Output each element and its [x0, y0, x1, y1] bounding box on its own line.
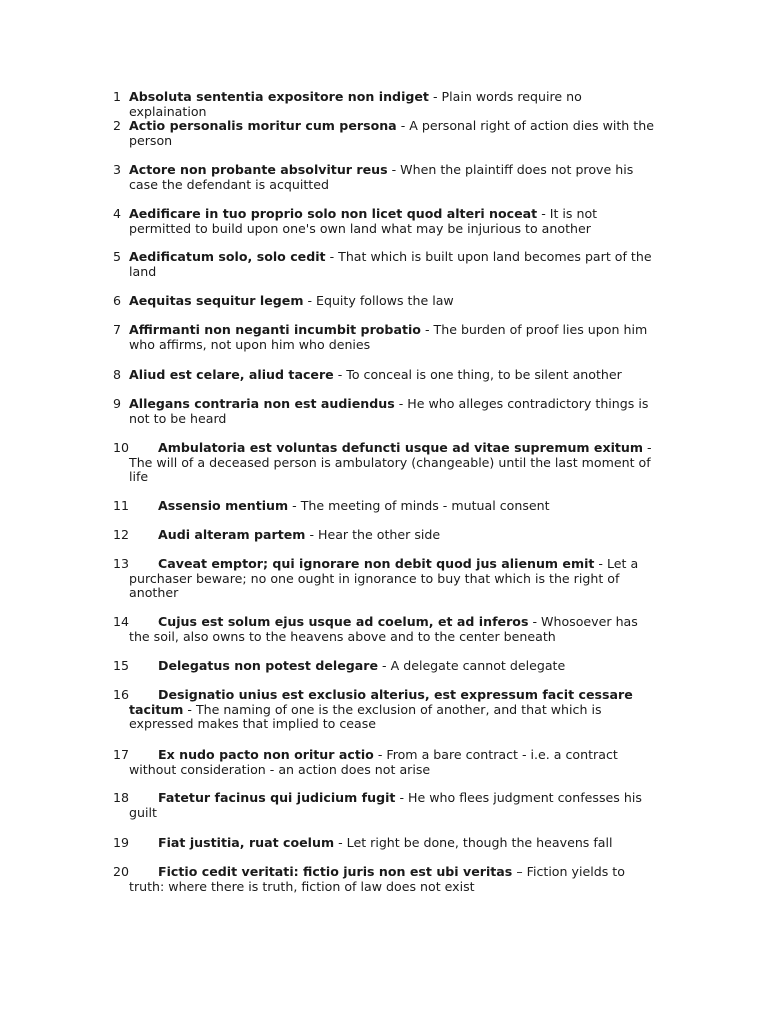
translation: He who flees judgment confesses his guilt [129, 790, 642, 820]
translation: Whosoever has the soil, also owns to the heavens above and to the center beneath [129, 614, 638, 644]
item-text [129, 688, 659, 732]
latin-maxim: Delegatus non potest delegare [158, 658, 379, 673]
translation: Let right be done, though the heavens fall [346, 835, 613, 850]
separator: - [303, 293, 316, 308]
item-number: 7 [113, 322, 122, 337]
latin-maxim: Ex nudo pacto non oritur actio [158, 747, 374, 762]
separator: - [594, 556, 607, 571]
separator: - [428, 89, 442, 104]
latin-maxim: Actio personalis moritur cum persona [129, 118, 397, 133]
latin-maxim: Aedificare in tuo proprio solo non licet quod alteri noceat [129, 206, 538, 221]
item-number: 17 [113, 747, 130, 762]
item-text [129, 441, 659, 485]
item-text [129, 250, 659, 279]
item-text [129, 323, 659, 352]
item-text [129, 557, 659, 601]
item-number: 9 [113, 396, 122, 411]
item-text [129, 499, 659, 514]
item-text [129, 368, 659, 383]
item-number: 2 [113, 118, 122, 133]
separator: - [537, 206, 550, 221]
separator: - [395, 790, 408, 805]
item-text [129, 836, 659, 851]
latin-maxim: Actore non probante absolvitur reus [129, 162, 388, 177]
translation: The will of a deceased person is ambulatory (changeable) until the last moment of life [129, 454, 651, 485]
separator: – [512, 864, 527, 879]
translation: Hear the other side [318, 527, 441, 542]
separator: - [288, 498, 301, 513]
item-number: 5 [113, 249, 122, 264]
separator: - [325, 249, 339, 264]
latin-maxim: Affirmanti non neganti incumbit probatio [129, 322, 421, 337]
latin-maxim: Designatio unius est exclusio alterius, est expressum facit cessare tacitum [129, 687, 633, 717]
item-text [129, 528, 659, 543]
separator: - [333, 367, 347, 382]
translation: A personal right of action dies with the person [129, 118, 654, 148]
latin-maxim: Fictio cedit veritati: fictio juris non est ubi veritas [158, 864, 513, 879]
item-text [129, 119, 659, 148]
latin-maxim: Ambulatoria est voluntas defuncti usque ad vitae supremum exitum [158, 440, 644, 455]
translation: The naming of one is the exclusion of another, and that which is expressed makes that implied to cease [129, 701, 602, 732]
translation: The meeting of minds - mutual consent [300, 498, 550, 513]
translation: Let a purchaser beware; no one ought in ignorance to buy that which is the right of another [129, 556, 639, 601]
item-text [129, 294, 659, 309]
separator: - [387, 162, 401, 177]
latin-maxim: Aedificatum solo, solo cedit [129, 249, 326, 264]
item-text [129, 791, 659, 820]
translation: That which is built upon land becomes part of the land [129, 249, 652, 279]
separator: - [334, 835, 347, 850]
latin-maxim: Caveat emptor; qui ignorare non debit quod jus alienum emit [158, 556, 595, 571]
separator: - [305, 527, 318, 542]
translation: He who alleges contradictory things is not to be heard [129, 396, 649, 426]
item-number: 1 [113, 89, 122, 104]
latin-maxim: Fiat justitia, ruat coelum [158, 835, 335, 850]
item-text [129, 659, 659, 674]
latin-maxim: Cujus est solum ejus usque ad coelum, et ad inferos [158, 614, 529, 629]
translation: Fiction yields to truth: where there is truth, fiction of law does not exist [129, 864, 625, 894]
separator: - [373, 747, 387, 762]
latin-maxim: Audi alteram partem [158, 527, 306, 542]
item-number: 20 [113, 864, 130, 879]
translation: The burden of proof lies upon him who affirms, not upon him who denies [129, 322, 648, 352]
translation: Equity follows the law [316, 293, 454, 308]
separator: - [394, 396, 408, 411]
item-number: 16 [113, 687, 130, 702]
latin-maxim: Fatetur facinus qui judicium fugit [158, 790, 396, 805]
item-number: 18 [113, 790, 130, 805]
item-number: 8 [113, 367, 122, 382]
translation: Plain words require no explaination [129, 89, 582, 119]
item-number: 15 [113, 658, 130, 673]
item-text [129, 865, 659, 894]
item-number: 19 [113, 835, 130, 850]
item-number: 11 [113, 498, 130, 513]
item-number: 13 [113, 556, 130, 571]
latin-maxim: Absoluta sententia expositore non indiget [129, 89, 429, 104]
separator: - [528, 614, 542, 629]
item-number: 3 [113, 162, 122, 177]
latin-maxim: Allegans contraria non est audiendus [129, 396, 395, 411]
separator: - [378, 658, 391, 673]
latin-maxim: Aliud est celare, aliud tacere [129, 367, 334, 382]
item-number: 10 [113, 440, 130, 455]
item-number: 12 [113, 527, 130, 542]
separator: - [396, 118, 410, 133]
item-text [129, 90, 659, 119]
translation: From a bare contract - i.e. a contract without consideration - an action does not arise [129, 747, 618, 777]
item-text [129, 397, 659, 426]
translation: When the plaintiff does not prove his case the defendant is acquitted [129, 162, 634, 192]
separator: - [420, 322, 434, 337]
item-text [129, 615, 659, 644]
item-text [129, 748, 659, 777]
item-text [129, 207, 659, 236]
separator: - [643, 440, 652, 455]
latin-maxim: Assensio mentium [158, 498, 289, 513]
item-number: 6 [113, 293, 122, 308]
item-number: 4 [113, 206, 122, 221]
item-number: 14 [113, 614, 130, 629]
translation: A delegate cannot delegate [390, 658, 566, 673]
item-text [129, 163, 659, 192]
translation: To conceal is one thing, to be silent another [346, 367, 622, 382]
separator: - [183, 701, 196, 717]
latin-maxim: Aequitas sequitur legem [129, 293, 304, 308]
translation: It is not permitted to build upon one's own land what may be injurious to another [129, 206, 598, 236]
